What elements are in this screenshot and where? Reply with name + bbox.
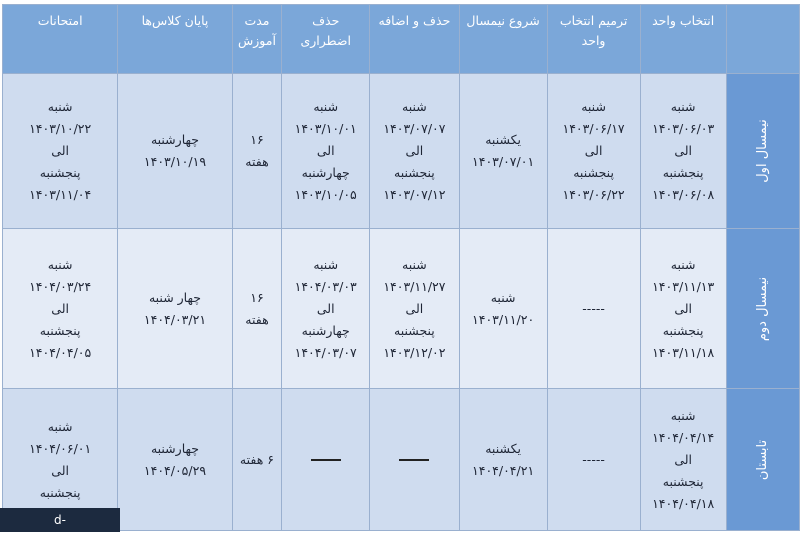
table-cell: شنبه ۱۴۰۴/۰۶/۰۱ الی پنجشنبه [3, 389, 118, 531]
header-classes-end: پایان کلاس‌ها [118, 5, 232, 74]
table-cell: چهارشنبه ۱۴۰۴/۰۵/۲۹ [118, 389, 232, 531]
header-corner [726, 5, 799, 74]
table-cell: شنبه ۱۴۰۳/۰۶/۱۷ الی پنجشنبه ۱۴۰۳/۰۶/۲۲ [547, 74, 640, 229]
header-semester-start: شروع نیمسال [459, 5, 547, 74]
table-cell: ----- [547, 229, 640, 389]
empty-dash [311, 459, 341, 461]
table-cell: یکشنبه ۱۴۰۴/۰۴/۲۱ [459, 389, 547, 531]
table-cell: شنبه ۱۴۰۳/۱۱/۲۷ الی پنجشنبه ۱۴۰۳/۱۲/۰۲ [370, 229, 460, 389]
academic-calendar-table [2, 4, 800, 531]
table-cell: ۶ هفته [232, 389, 282, 531]
header-exams: امتحانات [3, 5, 118, 74]
table-cell: چهار شنبه ۱۴۰۴/۰۳/۲۱ [118, 229, 232, 389]
table-cell: شنبه ۱۴۰۳/۱۰/۰۱ الی چهارشنبه ۱۴۰۳/۱۰/۰۵ [282, 74, 370, 229]
header-duration: مدت آموزش [232, 5, 282, 74]
table-cell: شنبه ۱۴۰۴/۰۴/۱۴ الی پنجشنبه ۱۴۰۴/۰۴/۱۸ [640, 389, 726, 531]
table-cell: شنبه ۱۴۰۳/۱۰/۲۲ الی پنجشنبه ۱۴۰۳/۱۱/۰۴ [3, 74, 118, 229]
table-cell-empty [282, 389, 370, 531]
table-row-first-semester [3, 74, 800, 229]
table-cell: شنبه ۱۴۰۳/۰۶/۰۳ الی پنجشنبه ۱۴۰۳/۰۶/۰۸ [640, 74, 726, 229]
header-row [3, 5, 800, 74]
table-cell: ----- [547, 389, 640, 531]
empty-dash [399, 459, 429, 461]
site-watermark: d-hamedan.nus.ac.ir [0, 508, 120, 532]
table-cell: یکشنبه ۱۴۰۳/۰۷/۰۱ [459, 74, 547, 229]
table-cell: ۱۶ هفته [232, 74, 282, 229]
row-label: نیمسال دوم [726, 229, 799, 389]
table-cell: چهارشنبه ۱۴۰۳/۱۰/۱۹ [118, 74, 232, 229]
table-cell: شنبه ۱۴۰۳/۱۱/۱۳ الی پنجشنبه ۱۴۰۳/۱۱/۱۸ [640, 229, 726, 389]
row-label: تابستان [726, 389, 799, 531]
row-label: نیمسال اول [726, 74, 799, 229]
header-emergency-drop: حذف اضطراری [282, 5, 370, 74]
table-cell: شنبه ۱۴۰۴/۰۳/۰۳ الی چهارشنبه ۱۴۰۴/۰۳/۰۷ [282, 229, 370, 389]
table-cell: شنبه ۱۴۰۴/۰۳/۲۴ الی پنجشنبه ۱۴۰۴/۰۴/۰۵ [3, 229, 118, 389]
table-row-second-semester [3, 229, 800, 389]
table-cell: شنبه ۱۴۰۳/۱۱/۲۰ [459, 229, 547, 389]
table-cell: ۱۶ هفته [232, 229, 282, 389]
header-add-drop: حذف و اضافه [370, 5, 460, 74]
table-cell: شنبه ۱۴۰۳/۰۷/۰۷ الی پنجشنبه ۱۴۰۳/۰۷/۱۲ [370, 74, 460, 229]
header-course-correction: ترمیم انتخاب واحد [547, 5, 640, 74]
header-course-selection: انتخاب واحد [640, 5, 726, 74]
table-cell-empty [370, 389, 460, 531]
table-row-summer [3, 389, 800, 531]
